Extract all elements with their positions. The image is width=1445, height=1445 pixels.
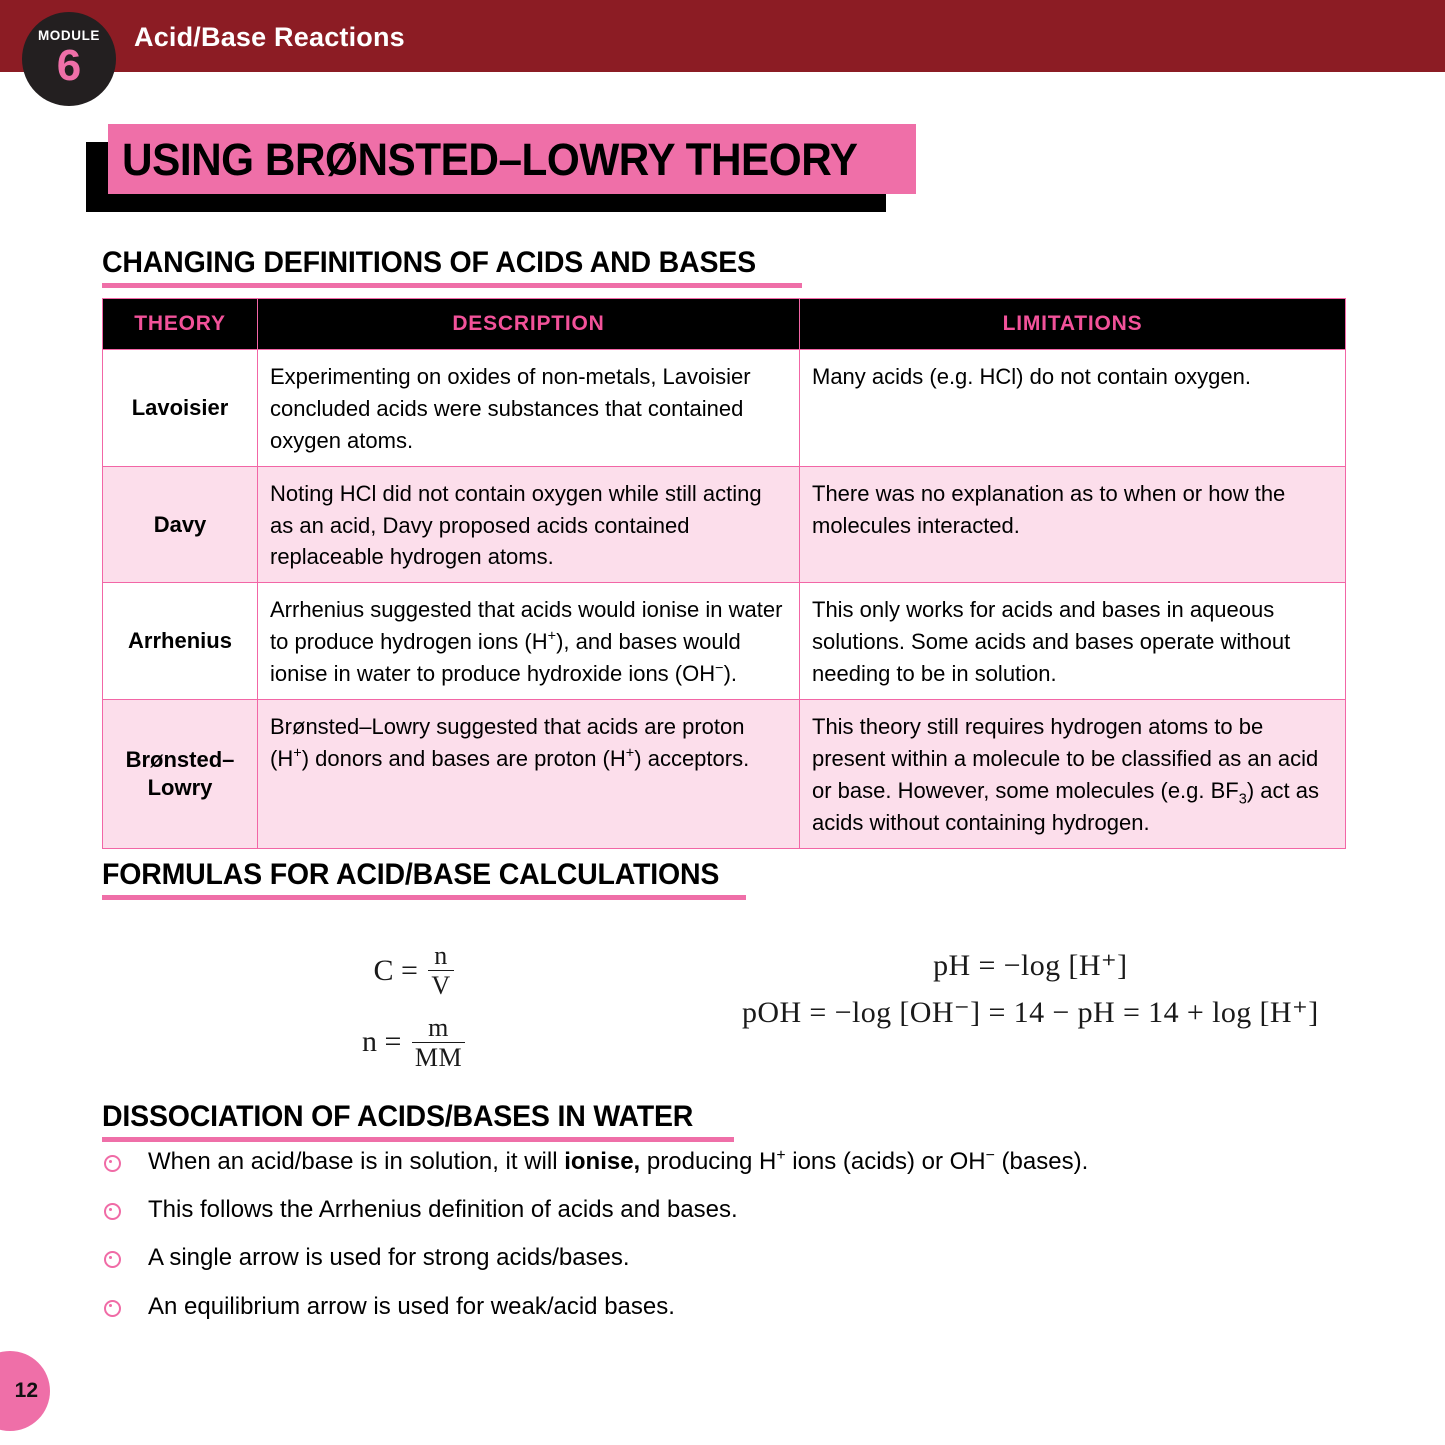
section-heading-changing-definitions bbox=[102, 246, 802, 288]
table-body bbox=[103, 350, 1346, 849]
formula-ph: pH = −log [H⁺] bbox=[933, 949, 1128, 982]
cell-limitations: Many acids (e.g. HCl) do not contain oxygen. bbox=[800, 350, 1346, 467]
list-item bbox=[104, 1291, 1354, 1322]
formula-group-ph bbox=[742, 948, 1319, 1042]
bullet-dot-icon bbox=[104, 1203, 121, 1220]
formula-lhs: C bbox=[373, 953, 394, 987]
section-heading-text: FORMULAS FOR ACID/BASE CALCULATIONS bbox=[102, 858, 720, 891]
cell-theory: Brønsted–Lowry bbox=[103, 700, 258, 849]
fraction-numerator: n bbox=[434, 941, 448, 970]
table-header-theory: THEORY bbox=[103, 299, 258, 350]
page-title-banner bbox=[86, 124, 916, 212]
list-item-text: This follows the Arrhenius definition of acids and bases. bbox=[148, 1196, 738, 1224]
list-item-text: When an acid/base is in solution, it will ionise, producing H+ ions (acids) or OH− (bases). bbox=[148, 1147, 1089, 1175]
fraction bbox=[412, 1014, 465, 1072]
section-heading-underline bbox=[102, 895, 746, 900]
page-number: 12 bbox=[14, 1379, 38, 1402]
section-heading-text: CHANGING DEFINITIONS OF ACIDS AND BASES bbox=[102, 246, 756, 279]
list-item-text: An equilibrium arrow is used for weak/acid bases. bbox=[148, 1292, 675, 1320]
list-item-text: A single arrow is used for strong acids/bases. bbox=[148, 1244, 630, 1272]
page-number-badge bbox=[0, 1351, 50, 1431]
formula-operator: = bbox=[384, 1025, 402, 1059]
table-row bbox=[103, 350, 1346, 467]
formula-concentration bbox=[362, 942, 468, 1000]
cell-description: Noting HCl did not contain oxygen while still acting as an acid, Davy proposed acids contained replaceable hydrogen atoms. bbox=[258, 466, 800, 583]
module-badge bbox=[22, 12, 116, 106]
formula-lhs: n bbox=[362, 1025, 378, 1059]
fraction-denominator: MM bbox=[412, 1042, 465, 1071]
cell-limitations: There was no explanation as to when or how the molecules interacted. bbox=[800, 466, 1346, 583]
section-heading-dissociation bbox=[102, 1100, 734, 1142]
header-title: Acid/Base Reactions bbox=[134, 22, 405, 52]
bullet-dot-icon bbox=[104, 1300, 121, 1317]
table-header-description: DESCRIPTION bbox=[258, 299, 800, 350]
theory-definitions-table bbox=[102, 298, 1346, 849]
list-item bbox=[104, 1194, 1354, 1225]
bullet-dot-icon bbox=[104, 1155, 121, 1172]
cell-theory: Davy bbox=[103, 466, 258, 583]
cell-description: Brønsted–Lowry suggested that acids are proton (H+) donors and bases are proton (H+) acceptors. bbox=[258, 700, 800, 849]
bullet-dot-icon bbox=[104, 1251, 121, 1268]
section-heading-underline bbox=[102, 283, 802, 288]
module-label: MODULE bbox=[37, 28, 101, 43]
list-item bbox=[104, 1242, 1354, 1273]
fraction-denominator: V bbox=[428, 970, 453, 999]
cell-theory: Arrhenius bbox=[103, 583, 258, 700]
table-header-row bbox=[103, 299, 1346, 350]
fraction bbox=[428, 942, 453, 1000]
list-item bbox=[104, 1146, 1354, 1177]
table-header-limitations: LIMITATIONS bbox=[800, 299, 1346, 350]
section-heading-text: DISSOCIATION OF ACIDS/BASES IN WATER bbox=[102, 1100, 694, 1133]
page-title: USING BRØNSTED–LOWRY THEORY bbox=[122, 134, 858, 185]
formula-poh: pOH = −log [OH⁻] = 14 − pH = 14 + log [H⁺] bbox=[742, 996, 1319, 1029]
module-number: 6 bbox=[56, 40, 82, 90]
fraction-numerator: m bbox=[428, 1012, 449, 1042]
section-heading-underline bbox=[102, 1137, 734, 1142]
cell-limitations: This only works for acids and bases in aqueous solutions. Some acids and bases operate without needing to be in solution. bbox=[800, 583, 1346, 700]
cell-limitations: This theory still requires hydrogen atoms to be present within a molecule to be classified as an acid or base. However, some molecules (e.g. $BF_3$) act as acids without containing hydrogen. bbox=[800, 700, 1346, 849]
formula-area bbox=[102, 930, 1345, 1080]
cell-description: Experimenting on oxides of non-metals, Lavoisier concluded acids were substances that contained oxygen atoms. bbox=[258, 350, 800, 467]
table-row bbox=[103, 466, 1346, 583]
formula-moles bbox=[362, 1014, 468, 1072]
section-heading-formulas bbox=[102, 858, 752, 900]
formula-operator: = bbox=[400, 953, 419, 987]
cell-description: Arrhenius suggested that acids would ionise in water to produce hydrogen ions (H+), and bases would ionise in water to produce hydroxide ions (OH−). bbox=[258, 583, 800, 700]
formula-group-concentration bbox=[362, 942, 468, 1085]
dissociation-bullet-list bbox=[104, 1146, 1354, 1339]
table-row bbox=[103, 583, 1346, 700]
table-row bbox=[103, 700, 1346, 849]
cell-theory: Lavoisier bbox=[103, 350, 258, 467]
